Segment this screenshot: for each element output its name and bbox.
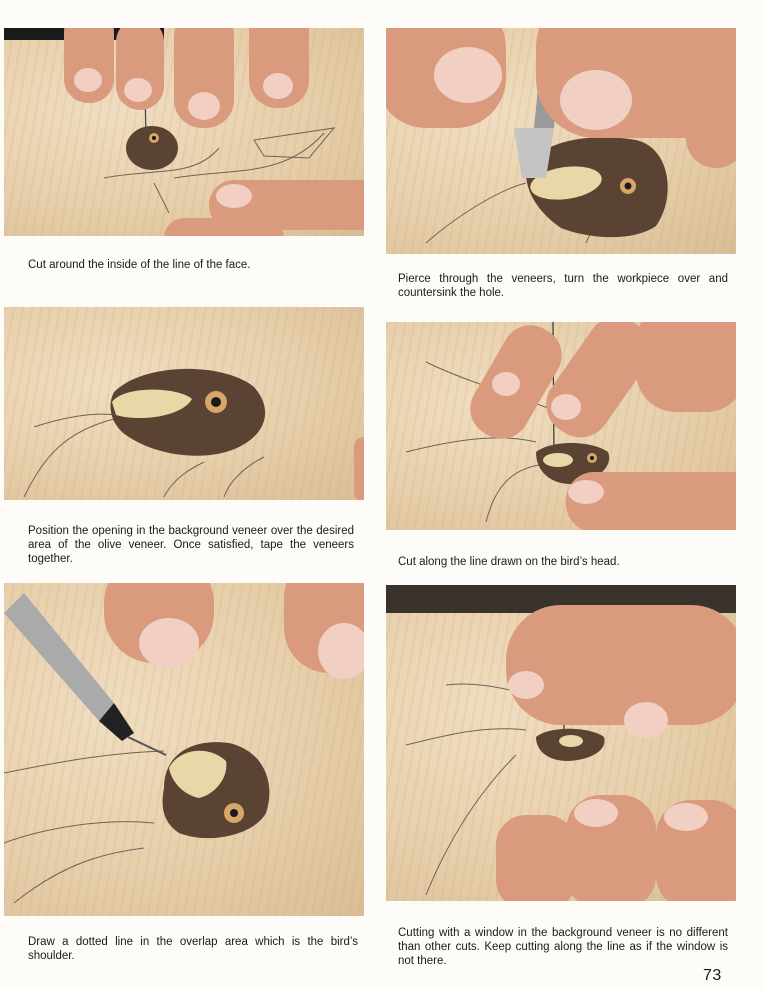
photo-cut-bird-head-illustration [386, 322, 736, 530]
photo-draw-dotted-line [4, 583, 364, 916]
caption-pierce-veneers: Pierce through the veneers, turn the workpiece over and countersink the hole. [398, 273, 728, 299]
photo-cutting-with-window-illustration [386, 585, 736, 901]
photo-position-opening [4, 307, 364, 500]
photo-draw-dotted-line-illustration [4, 583, 364, 916]
photo-position-opening-illustration [4, 307, 364, 500]
page-number: 73 [703, 967, 722, 984]
caption-cutting-with-window: Cutting with a window in the background veneer is no different than other cuts. Keep cutting along the line as if the window is not there. [398, 927, 728, 967]
photo-cutting-with-window [386, 585, 736, 901]
caption-cut-face: Cut around the inside of the line of the face. [28, 259, 251, 271]
caption-draw-dotted-line: Draw a dotted line in the overlap area which is the bird’s shoulder. [28, 936, 358, 962]
photo-cut-face-illustration [4, 28, 364, 236]
caption-cut-bird-head: Cut along the line drawn on the bird’s head. [398, 556, 620, 568]
photo-pierce-veneers-illustration [386, 28, 736, 254]
photo-pierce-veneers [386, 28, 736, 254]
caption-position-opening: Position the opening in the background veneer over the desired area of the olive veneer. Once satisfied, tape the veneers together. [28, 525, 354, 565]
photo-cut-face [4, 28, 364, 236]
photo-cut-bird-head [386, 322, 736, 530]
